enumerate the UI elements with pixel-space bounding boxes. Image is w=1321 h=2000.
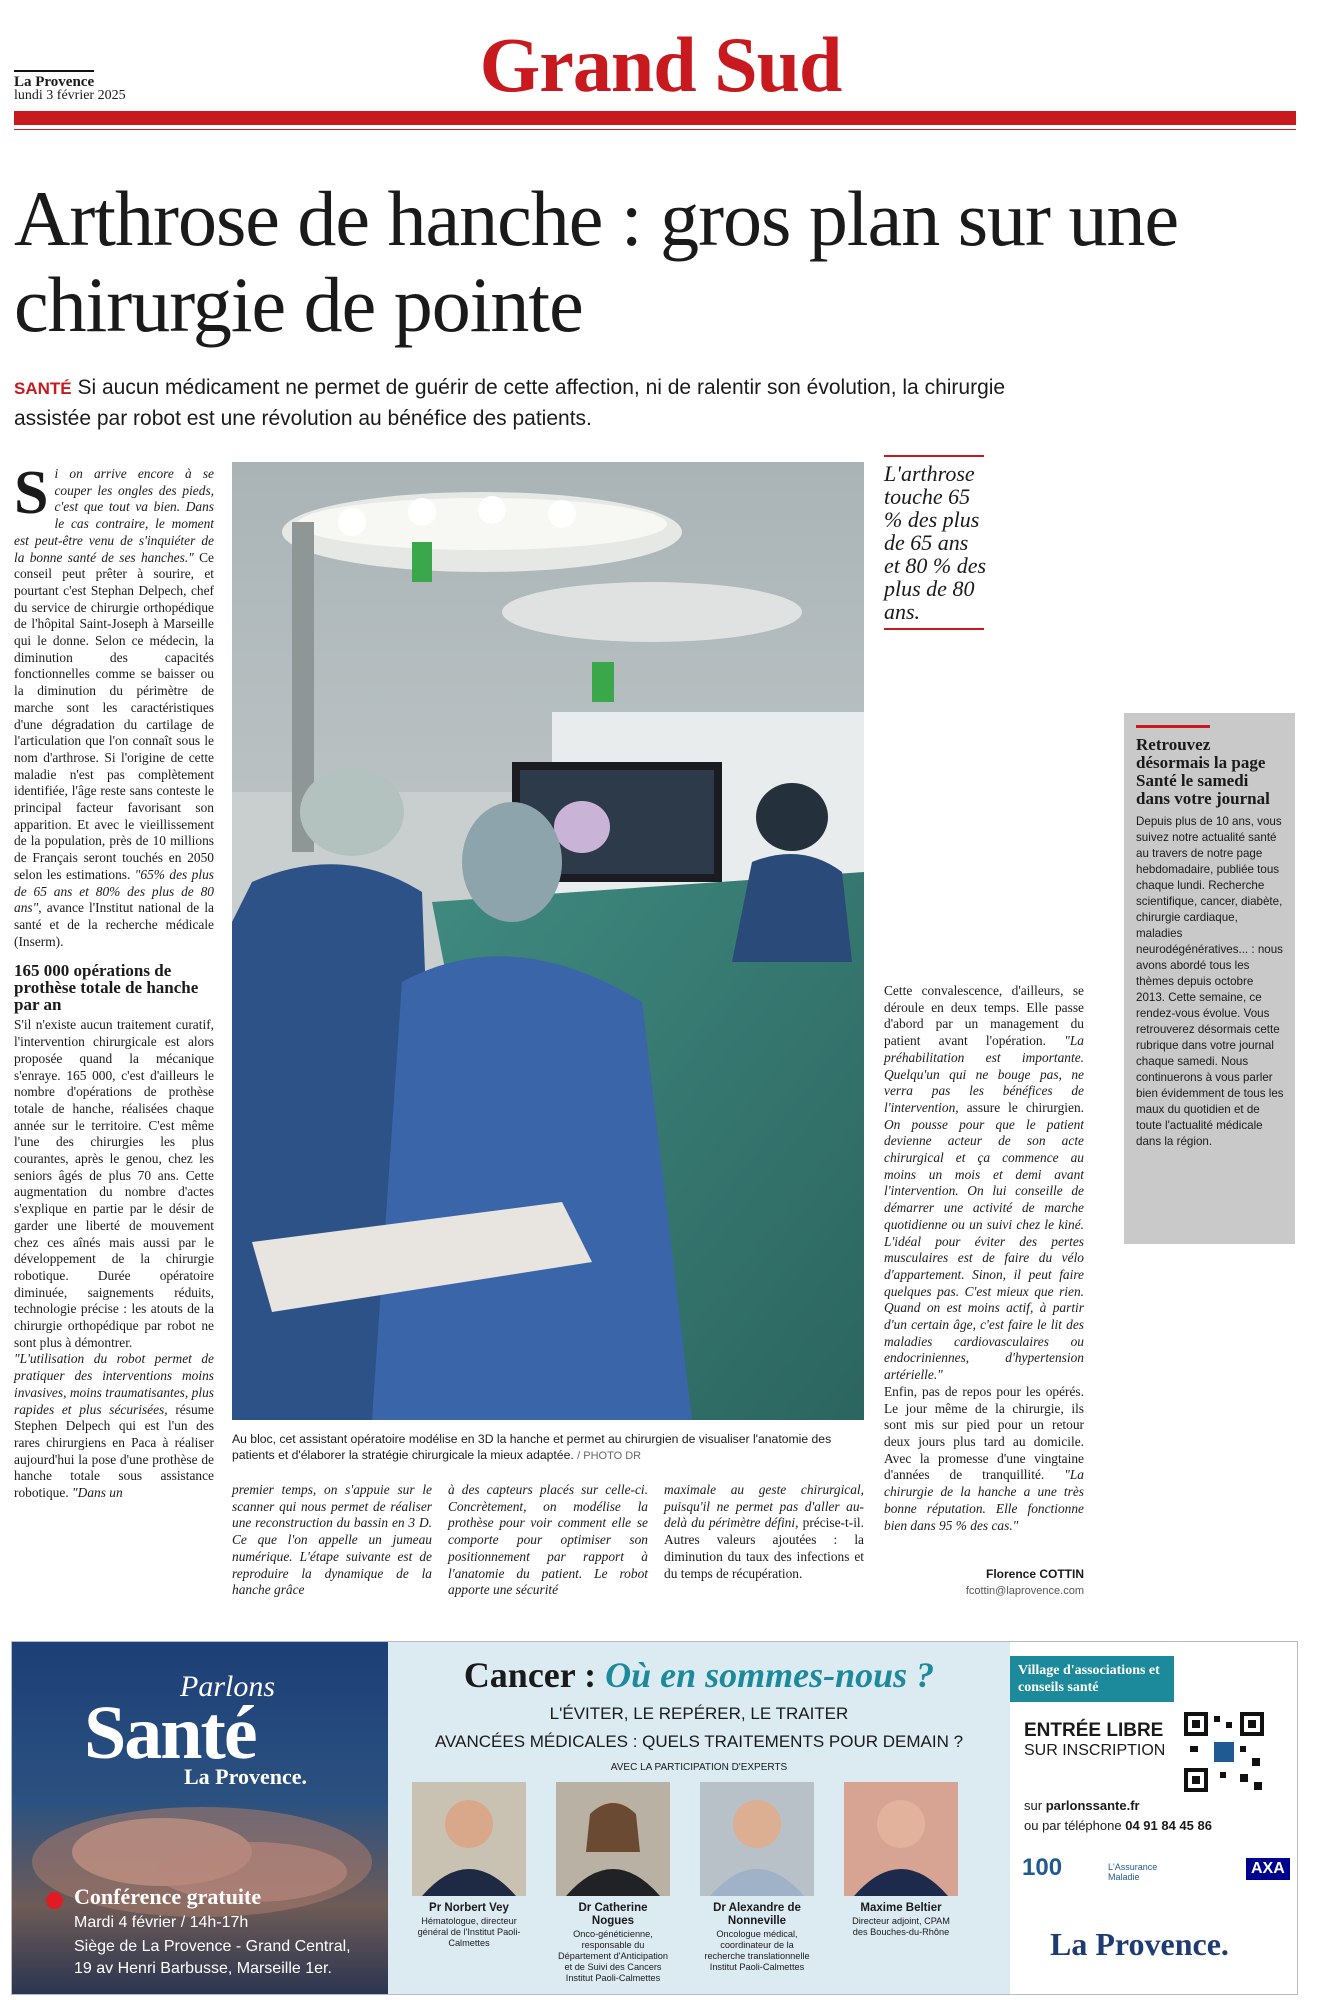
entry-registration: SUR INSCRIPTION [1024, 1742, 1166, 1759]
ad-title-cancer: Cancer : [463, 1655, 597, 1695]
red-dot-icon [46, 1892, 63, 1909]
paragraph-2: S'il n'existe aucun traitement curatif, l'intervention chirurgicale est alors proposée quand la mécanique s'enraye. 165 000, c'est d'ailleurs le nombre d'opérations de prothèse totale de hanche, réalisées chaque année sur le territoire. C'est même l'une des chirurgies les plus courantes, après le genou, chez les seniors âgés de plus 70 ans. Cette augmentation du nombre d'actes s'explique en partie par le désir de garder une liberté de mouvement chez ces aînés mais aussi par le développement de la chirurgie robotique. Durée opératoire diminuée, saignements réduits, technologie précise : les atouts de la chirurgie orthopédique par robot ne sont plus à démontrer. [14, 1017, 214, 1350]
logo-laprovence: La Provence. [184, 1764, 308, 1789]
standfirst-text: Si aucun médicament ne permet de guérir de cette affection, ni de ralentir son évolution, la chirurgie assistée par robot est une révolution au bénéfice des patients. [14, 376, 1006, 430]
photo-caption [232, 1431, 864, 1464]
pullquote-rule-bottom [884, 628, 984, 630]
expert-card [700, 1782, 814, 1973]
expert-photo [412, 1782, 526, 1896]
paragraph-1-end: , avance l'Institut national de la santé et de la recherche médicale (Inserm). [14, 900, 214, 949]
article-column-5 [884, 983, 1084, 1534]
person-silhouette-icon [412, 1782, 526, 1896]
author-name: Florence COTTIN [985, 1567, 1084, 1581]
registration-site[interactable]: parlonssante.fr [1045, 1798, 1140, 1813]
paragraph-c4-1-quote: "La préhabilitation est importante. Quelqu'un qui ne bouge pas, ne verra pas les bénéfices de l'intervention, [884, 1033, 1084, 1115]
sidebar-box [1124, 713, 1295, 1244]
surgery-photo [232, 462, 864, 1420]
paragraph-c4-2: assure le chirurgien. [966, 1099, 1084, 1115]
registration-phone [1024, 1818, 1212, 1833]
author-email[interactable]: fcottin@laprovence.com [965, 1585, 1084, 1597]
laprovence-logo: La Provence. [1050, 1926, 1229, 1962]
article-column-2 [232, 1482, 432, 1599]
section-title: Grand Sud [479, 21, 842, 108]
village-badge: Village d'associations et conseils santé [1010, 1656, 1174, 1702]
ad-title-question: Où en sommes-nous ? [605, 1655, 935, 1695]
ad-left-panel [12, 1642, 388, 1994]
paragraph-b4-quote: maximale au geste chirurgical, puisqu'il ne permet pas d'aller au-delà du périmètre défini, [664, 1482, 864, 1531]
logo-parlons: Parlons [180, 1670, 276, 1703]
expert-role: Oncologue médical, coordinateur de la recherche translationnelle Institut Paoli-Calmettes [704, 1929, 810, 1972]
ad-subtitle-1: L'ÉVITER, LE REPÉRER, LE TRAITER [549, 1704, 849, 1723]
paragraph-b4: précise-t-il. Autres valeurs ajoutées : la diminution du taux des infections et du temps de récupération. [664, 1515, 864, 1581]
pullquote-rule-top [884, 455, 984, 457]
partner-logo-100: 100 [1022, 1854, 1063, 1881]
paragraph-c4-1: Cette convalescence, d'ailleurs, se déroule en deux temps. Elle passe d'abord par un management du patient avant l'opération. [884, 983, 1084, 1049]
expert-card [844, 1782, 958, 1938]
experts-label: AVEC LA PARTICIPATION D'EXPERTS [610, 1762, 788, 1773]
expert-card [412, 1782, 526, 1949]
header-rule [14, 111, 1296, 125]
article-column-1 [14, 459, 214, 1502]
paragraph-c4-2-quote: On pousse pour que le patient devienne acteur de son acte chirurgical et ça commence au moins un mois et demi avant l'intervention. On lui conseille de démarrer une activité de marche quotidienne ou un suivi chez le kiné. L'idéal pour éviter des pertes musculaires est de faire du vélo d'appartement. Sinon, il peut faire quelques pas. C'est mieux que rien. Quand on est moins actif, à partir d'un certain âge, c'est faire le lit des maladies cardiovasculaires ou endocriniennes, d'hypertension artérielle." [884, 1116, 1084, 1383]
conference-label: Conférence gratuite [74, 1884, 262, 1909]
brand-name: La Provence [14, 70, 94, 91]
conference-date: Mardi 4 février / 14h-17h [74, 1914, 249, 1931]
robot-quote: "L'utilisation du robot permet de pratiquer des interventions moins invasives, moins traumatisantes, plus rapides et plus sécurisées, [14, 1351, 214, 1417]
phone-number: 04 91 84 45 86 [1125, 1818, 1212, 1833]
conference-place-2: 19 av Henri Barbusse, Marseille 1er. [74, 1960, 332, 1977]
person-silhouette-icon [700, 1782, 814, 1896]
article-column-3 [448, 1482, 648, 1599]
paragraph-c4-3-quote: "La chirurgie de la hanche a une très bonne réputation. Elle fonctionne bien dans 95 % des cas." [884, 1467, 1084, 1533]
pullquote: L'arthrose touche 65 % des plus de 65 ans et 80 % des plus de 80 ans. [884, 461, 987, 624]
expert-name: Pr Norbert Vey [429, 1902, 509, 1914]
robot-quote-start: "Dans un [72, 1485, 123, 1501]
expert-role: Directeur adjoint, CPAM des Bouches-du-Rhône [852, 1916, 950, 1937]
expert-role: Onco-généticienne, responsable du Département d'Anticipation et de Suivi des Cancers Institut Paoli-Calmettes [557, 1929, 669, 1983]
ad-title [388, 1654, 1010, 1696]
sidebar-text: Depuis plus de 10 ans, vous suivez notre actualité santé au travers de notre page hebdomadaire, publiée tous chaque lundi. Recherche scientifique, cancer, diabète, chirurgie cardiaque, maladies neurodégénératives... : nous avons abordé tous les thèmes depuis octobre 2013. Cette semaine, ce rendez-vous évolue. Vous retrouverez désormais cette rubrique dans votre journal chaque samedi. Nous continuerons à vous parler bien évidemment de tous les maux du quotidien et de toute l'actualité médicale dans la région. [1136, 815, 1284, 1148]
header-thin-rule [14, 129, 1296, 130]
expert-name: Dr Catherine Nogues [578, 1902, 648, 1927]
inserm-quote: "65% des plus de 65 ans et 80% des plus de 80 ans" [14, 866, 214, 916]
paragraph-3: résume Stephen Delpech qui est l'un des rares chirurgiens en Paca à réaliser aujourd'hui la pose d'une prothèse de hanche totale sous assistance robotique. [14, 1401, 214, 1501]
expert-photo [556, 1782, 670, 1896]
site-prefix: sur [1024, 1798, 1043, 1813]
ad-right-panel [1010, 1642, 1297, 1994]
standfirst [14, 373, 1014, 434]
expert-name: Maxime Beltier [860, 1902, 942, 1914]
partner-logo-axa: AXA [1246, 1858, 1290, 1880]
headline: Arthrose de hanche : gros plan sur une chirurgie de pointe [14, 175, 1179, 348]
intro-quote: i on arrive encore à se couper les ongles des pieds, c'est que tout va bien. Dans le cas contraire, le moment est peut-être venu de s'inquiéter de la bonne santé de ses hanches." [14, 466, 214, 565]
drop-cap: S [14, 459, 49, 527]
paragraph-b3: à des capteurs placés sur celle-ci. Concrètement, on modélise la prothèse pour voir comment elle se comporte pour optimiser son positionnement par rapport à l'anatomie du patient. Le robot apporte une sécurité [448, 1482, 648, 1598]
phone-prefix: ou par téléphone [1024, 1818, 1122, 1833]
registration-web [1024, 1798, 1140, 1813]
entry-free: ENTRÉE LIBRE [1024, 1720, 1164, 1741]
sidebar-rule [1136, 725, 1210, 728]
paragraph-b2: premier temps, on s'appuie sur le scanner qui nous permet de réaliser une reconstruction du bassin en 3 D. Ce que l'on appelle un jumeau numérique. L'étape suivante est de reproduire la dynamique de la hanche grâce [232, 1482, 432, 1598]
kicker: SANTÉ [14, 379, 72, 398]
issue-date: lundi 3 février 2025 [14, 88, 126, 103]
photo-credit: / PHOTO DR [577, 1450, 642, 1462]
person-silhouette-icon [556, 1782, 670, 1896]
ad-subtitle-2: AVANCÉES MÉDICALES : QUELS TRAITEMENTS POUR DEMAIN ? [434, 1732, 964, 1751]
partner-logo-assurance-maladie: L'Assurance Maladie [1108, 1862, 1158, 1882]
expert-photo [700, 1782, 814, 1896]
caption-text: Au bloc, cet assistant opératoire modélise en 3D la hanche et permet au chirurgien de visualiser l'anatomie des patients et d'élaborer la stratégie chirurgicale la mieux adaptée. [232, 1432, 832, 1462]
paragraph-c4-3: Enfin, pas de repos pour les opérés. Le jour même de la chirurgie, ils sont mis sur pied pour un retour deux jours plus tard au domicile. Avec la promesse d'une vingtaine d'années de tranquillité. [884, 1383, 1084, 1483]
qr-code-graphic [1184, 1712, 1264, 1792]
paragraph-1: Ce conseil peut prêter à sourire, et pourtant c'est Stephan Delpech, chef du service de chirurgie orthopédique de l'hôpital Saint-Joseph à Marseille qui le donne. Selon ce médecin, la diminution des capacités fonctionnelles comme se baisser ou la diminution du périmètre de marche sont les caractéristiques d'une dégradation du cartilage de l'articulation que l'on connaît sous le nom d'arthrose. Si l'origine de cette maladie n'est pas complètement identifiée, l'âge reste sans conteste le principal facteur favorisant son apparition. Et avec le vieillissement de la population, près de 10 millions de Français seront touchés en 2050 selon les estimations. [14, 549, 214, 882]
article-column-4 [664, 1482, 864, 1582]
conference-place-1: Siège de La Provence - Grand Central, [74, 1938, 351, 1955]
surgery-photo-illustration [232, 462, 864, 1420]
sidebar-title: Retrouvez désormais la page Santé le samedi dans votre journal [1136, 735, 1270, 808]
event-advertisement [11, 1641, 1298, 1995]
person-silhouette-icon [844, 1782, 958, 1896]
expert-role: Hématologue, directeur général de l'Institut Paoli-Calmettes [417, 1916, 521, 1948]
qr-code-icon[interactable] [1184, 1712, 1264, 1792]
expert-photo [844, 1782, 958, 1896]
subheading: 165 000 opérations de prothèse totale de hanche par an [14, 961, 199, 1015]
expert-card [556, 1782, 670, 1984]
ad-middle-panel [388, 1642, 1010, 1994]
logo-sante: Santé [84, 1691, 256, 1775]
expert-name: Dr Alexandre de Nonneville [713, 1902, 801, 1927]
